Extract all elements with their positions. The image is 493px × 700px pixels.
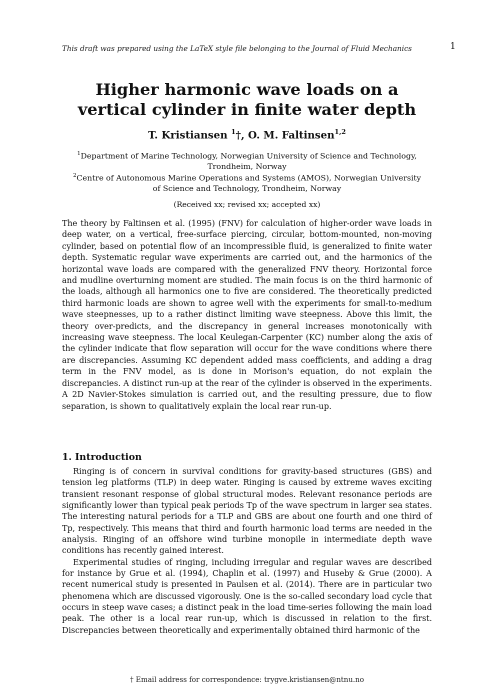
affiliation-mark: 1 (231, 128, 236, 136)
introduction-body (62, 466, 432, 636)
affiliation-number: 2 (73, 173, 77, 179)
footnote: † Email address for correspondence: trygve.kristiansen@ntnu.no (130, 675, 364, 684)
received-dates: (Received xx; revised xx; accepted xx) (173, 200, 321, 209)
affiliation-text: Department of Marine Technology, Norwegian University of Science and Technology, Trondheim, Norway (80, 151, 417, 171)
paper-title: Higher harmonic wave loads on a vertical cylinder in finite water depth (77, 80, 417, 119)
page-number: 1 (450, 42, 456, 52)
author-separator: , (240, 129, 249, 142)
affiliation (70, 149, 424, 172)
running-head: This draft was prepared using the LaTeX style file belonging to the Journal of Fluid Mechanics (62, 44, 412, 53)
footnote-mark: † (235, 129, 241, 142)
author-name: O. M. Faltinsen (248, 129, 335, 142)
paragraph: Experimental studies of ringing, including irregular and regular waves are described for instance by Grue et al. (1994), Chaplin et al. (1997) and Huseby & Grue (2000). A recent numerical study is presented in Paulsen et al. (2014). There are in particular two phenomena which are discussed vigorously. One is the so-called secondary load cycle that occurs in steep wave cases; a distinct peak in the load time-series following the main load peak. The other is a local rear run-up, which is discussed in relation to the first. Discrepancies between theoretically and experimentally obtained third harmonic of the (62, 557, 432, 635)
abstract: The theory by Faltinsen et al. (1995) (FNV) for calculation of higher-order wave loads in deep water, on a vertical, free-surface piercing, circular, bottom-mounted, non-moving cylinder, based on potential flow of an incompressible fluid, is generalized to finite water depth. Systematic regular wave experiments are carried out, and the harmonics of the horizontal wave loads are compared with the generalized FNV theory. Horizontal force and mudline overturning moment are studied. The main focus is on the third harmonic of the loads, although all harmonics one to five are considered. The theoretically predicted third harmonic loads are shown to agree well with the experiments for small-to-medium wave steepnesses, up to a rather distinct limiting wave steepness. Above this limit, the theory over-predicts, and the discrepancy in general increases monotonically with increasing wave steepness. The local Keulegan-Carpenter (KC) number along the axis of the cylinder indicate that flow separation will occur for the wave conditions where there are discrepancies. Assuming KC dependent added mass coefficients, and adding a drag term in the FNV model, as is done in Morison's equation, do not explain the discrepancies. A distinct run-up at the rear of the cylinder is observed in the experiments. A 2D Navier-Stokes simulation is carried out, and the resulting pressure, due to flow separation, is shown to qualitatively explain the local rear run-up. (62, 219, 432, 411)
affiliation-text: Centre of Autonomous Marine Operations and Systems (AMOS), Norwegian University of Science and Technology, Trondheim, Norway (76, 173, 421, 193)
author-name: T. Kristiansen (148, 129, 228, 142)
author-line (62, 128, 432, 141)
affiliation (70, 171, 424, 194)
affiliation-mark: 1,2 (334, 128, 346, 136)
section-heading: 1. Introduction (62, 452, 142, 463)
paragraph: Ringing is of concern in survival conditions for gravity-based structures (GBS) and tension leg platforms (TLP) in deep water. Ringing is caused by extreme waves exciting transient resonant response of global structural modes. Relevant resonance periods are significantly lower than typical peak periods Tp of the wave spectrum in larger sea states. The interesting natural periods for a TLP and GBS are about one fourth and one third of Tp, respectively. This means that third and fourth harmonic load terms are needed in the analysis. Ringing of an offshore wind turbine monopile in intermediate depth wave conditions has recently gained interest. (62, 467, 432, 556)
affiliation-number: 1 (77, 151, 81, 157)
